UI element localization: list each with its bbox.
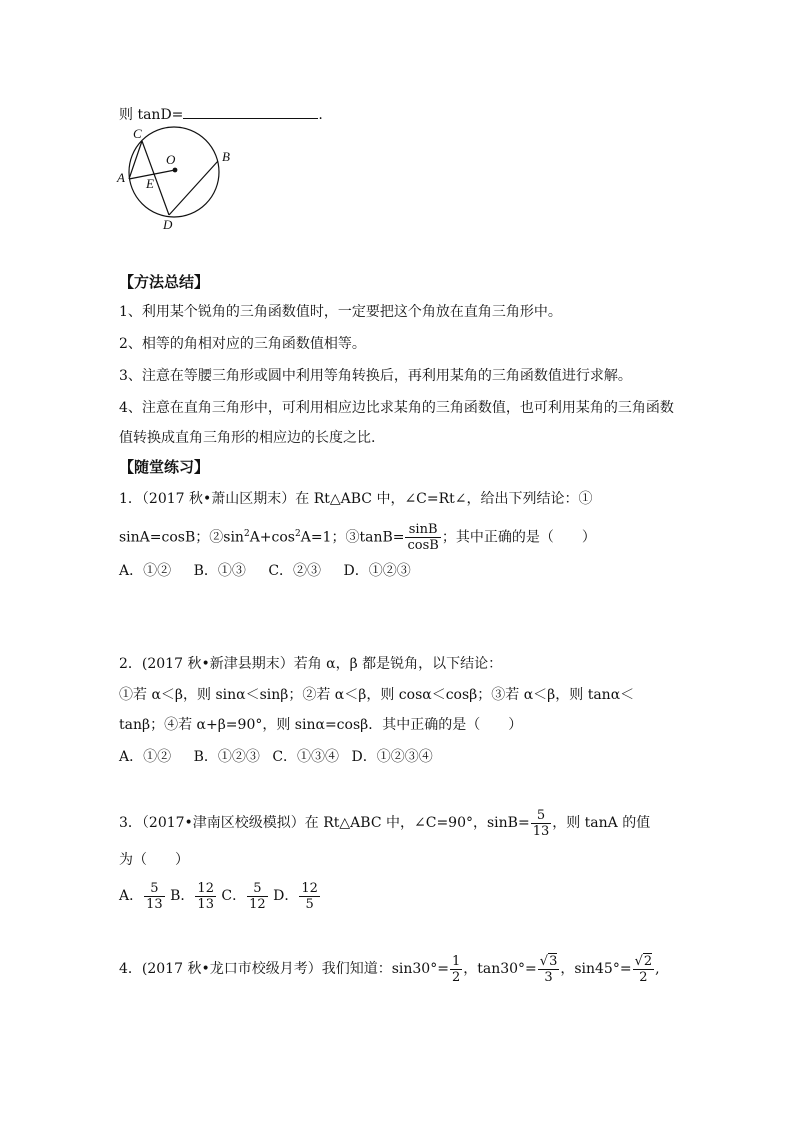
answer-blank[interactable]: [183, 104, 318, 119]
q2-options: [119, 747, 451, 767]
q2-option-b[interactable]: B．①②③: [193, 749, 260, 765]
practice-heading: 【随堂练习】: [119, 458, 210, 476]
label-A: A: [117, 170, 125, 185]
q1-option-a[interactable]: A．①②: [119, 563, 172, 579]
q2-line1: 2．(2017 秋•新津县期末）若角 α，β 都是锐角，以下结论：: [119, 656, 503, 672]
question-text: 则 tanD=: [119, 107, 184, 123]
circle-diagram: [112, 122, 242, 234]
q3-line1: 3．（2017•津南区校级模拟）在 Rt△ABC 中，∠C=90°，sinB= $\frac{5}{13}$ ，则 tanA 的值: [119, 807, 651, 839]
summary-item-4-cont: 值转换成直角三角形的相应边的长度之比.: [119, 430, 376, 446]
fraction-sqrt2-2: $\frac{√2}{2}$: [634, 953, 653, 985]
label-O: O: [166, 152, 176, 167]
q1-option-c[interactable]: C．②③: [268, 563, 322, 579]
q2-option-a[interactable]: A．①②: [119, 749, 172, 765]
fraction-1-2: $\frac{1}{2}$: [451, 953, 461, 985]
q3-option-a[interactable]: A． $\frac{5}{13}$: [119, 880, 163, 912]
summary-item-1: 1、利用某个锐角的三角函数值时，一定要把这个角放在直角三角形中。: [119, 304, 562, 320]
label-E: E: [146, 176, 154, 191]
label-C: C: [133, 126, 142, 141]
label-B: B: [222, 149, 230, 164]
q4-line1: 4．(2017 秋•龙口市校级月考）我们知道：sin30°= $\frac{1}{2}$ ，tan30°= $\frac{√3}{3}$ ，sin45°= $\frac{√2}{2}$ ,: [119, 953, 660, 985]
q3-line2: 为（ ）: [119, 852, 189, 868]
q1-line1: 1．（2017 秋•萧山区期末）在 Rt△ABC 中，∠C=Rt∠，给出下列结论：①: [119, 491, 593, 507]
label-D: D: [163, 217, 173, 232]
q3-option-d[interactable]: D． $\frac{12}{5}$: [273, 880, 318, 912]
q3-options: [119, 879, 321, 913]
q2-line3: tanβ；④若 α+β=90°，则 sinα=cosβ．其中正确的是（ ）: [119, 717, 523, 733]
summary-item-3: 3、注意在等腰三角形或圆中利用等角转换后，再利用某角的三角函数值进行求解。: [119, 368, 632, 384]
q1-options: [119, 561, 429, 581]
fraction-sinB-cosB: $\frac{\sin B}{\cos B}$: [407, 522, 439, 554]
q3-option-b[interactable]: B． $\frac{12}{13}$: [170, 880, 214, 912]
q2-line2: ①若 α＜β，则 sinα＜sinβ；②若 α＜β，则 cosα＜cosβ；③若 α＜β，则 tanα＜: [119, 687, 635, 703]
summary-item-2: 2、相等的角相对应的三角函数值相等。: [119, 336, 366, 352]
q3-option-c[interactable]: C． $\frac{5}{12}$: [221, 880, 266, 912]
q2-option-d[interactable]: D．①②③④: [351, 749, 433, 765]
q1-option-b[interactable]: B．①③: [193, 563, 246, 579]
summary-heading: 【方法总结】: [119, 273, 210, 291]
summary-item-4: 4、注意在直角三角形中，可利用相应边比求某角的三角函数值，也可利用某角的三角函数: [119, 400, 674, 416]
q2-option-c[interactable]: C．①③④: [272, 749, 340, 765]
fraction-sqrt3-3: $\frac{√3}{3}$: [539, 953, 558, 985]
q1-line2: sinA=cosB；$②\sin^2A+\cos^2A=1$；③tanB= $\frac{\sin B}{\cos B}$ ；其中正确的是（ ）: [119, 522, 596, 554]
fraction-5-13: $\frac{5}{13}$: [532, 807, 550, 839]
center-point-O: [173, 168, 178, 173]
q1-option-d[interactable]: D．①②③: [343, 563, 411, 579]
question-suffix: .: [318, 107, 323, 123]
